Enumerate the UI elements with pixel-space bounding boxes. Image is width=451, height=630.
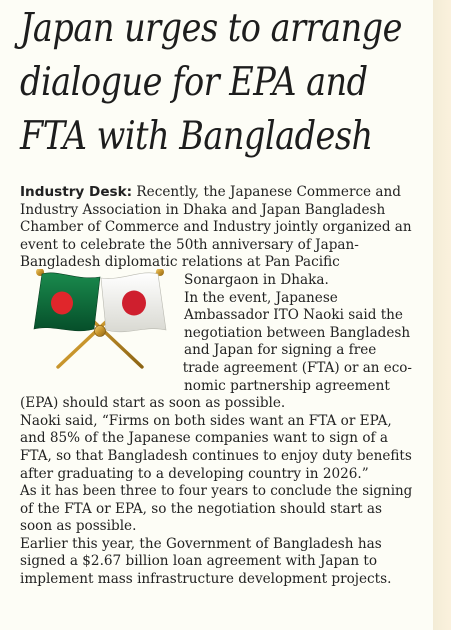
body-line: and Japan for signing a free bbox=[184, 342, 377, 359]
headline-line-3: FTA with Bangladesh bbox=[20, 114, 373, 159]
article-body bbox=[20, 184, 412, 589]
body-line: of the FTA or EPA, so the negotiation should start as bbox=[20, 500, 382, 517]
body-line: In the event, Japanese bbox=[184, 289, 338, 306]
lead-text: Recently, the Japanese Commerce and bbox=[132, 184, 401, 200]
body-line: implement mass infrastructure development projects. bbox=[20, 571, 392, 588]
body-line: and 85% of the Japanese companies want to sign of a bbox=[20, 430, 388, 447]
body-line: Sonargaon in Dhaka. bbox=[184, 271, 329, 288]
body-line: Industry Association in Dhaka and Japan Bangladesh bbox=[20, 201, 386, 218]
body-line: Bangladesh diplomatic relations at Pan Pacific bbox=[20, 254, 340, 271]
body-line: soon as possible. bbox=[20, 518, 137, 535]
body-line: event to celebrate the 50th anniversary of Japan- bbox=[20, 236, 359, 253]
body-line: (EPA) should start as soon as possible. bbox=[20, 395, 286, 412]
body-line: signed a $2.67 billion loan agreement with Japan to bbox=[20, 553, 378, 570]
body-line: nomic partnership agreement bbox=[184, 377, 390, 394]
headline-line-1: Japan urges to arrange bbox=[20, 6, 402, 51]
body-line: FTA, so that Bangladesh continues to enjoy duty benefits bbox=[20, 447, 412, 464]
body-line bbox=[20, 184, 412, 202]
article-headline bbox=[20, 2, 402, 164]
body-line: after graduating to a developing country in 2026.” bbox=[20, 465, 369, 482]
body-line: Naoki said, “Firms on both sides want an FTA or EPA, bbox=[20, 412, 392, 429]
headline-line-2: dialogue for EPA and bbox=[20, 60, 368, 105]
lead-label: Industry Desk: bbox=[20, 184, 133, 200]
body-line: Ambassador ITO Naoki said the bbox=[184, 307, 403, 324]
body-line: As it has been three to four years to conclude the signing bbox=[20, 483, 413, 500]
body-line: Earlier this year, the Government of Bangladesh has bbox=[20, 535, 382, 552]
body-line: negotiation between Bangladesh bbox=[184, 324, 411, 341]
body-line: Chamber of Commerce and Industry jointly organized an bbox=[20, 219, 412, 236]
page-edge bbox=[433, 0, 451, 630]
body-line: trade agreement (FTA) or an eco- bbox=[182, 359, 412, 376]
